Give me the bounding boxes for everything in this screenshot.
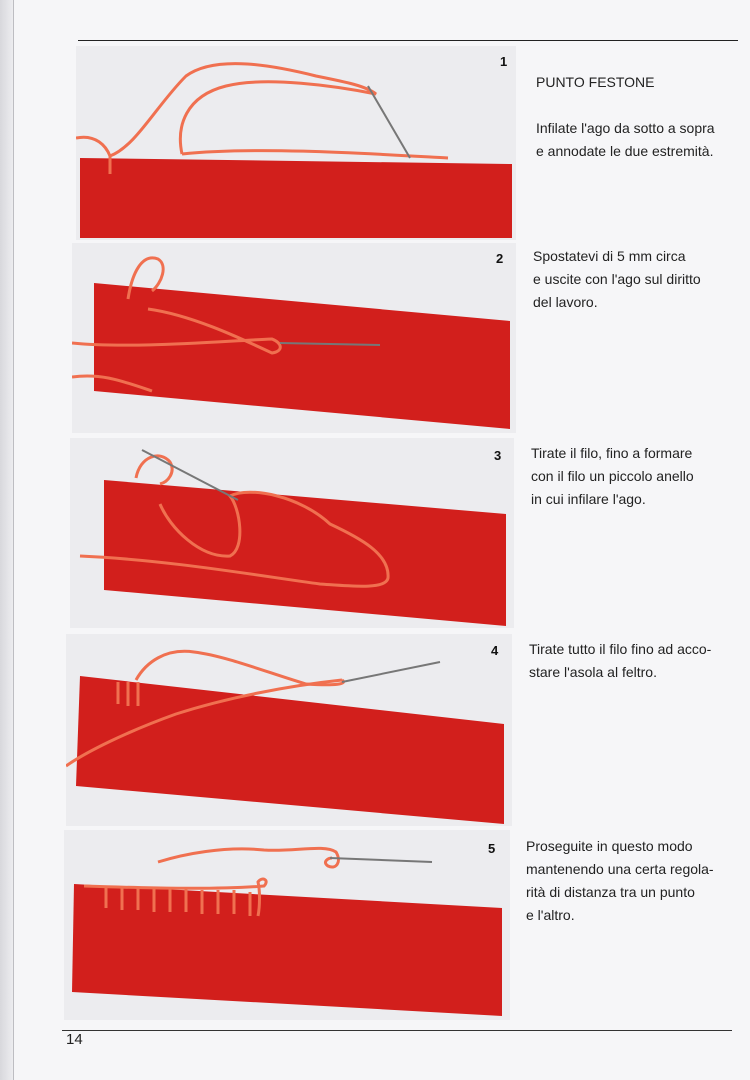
step-4-photo <box>66 634 512 826</box>
needle <box>330 858 432 862</box>
step-2-text: Spostatevi di 5 mm circa e uscite con l'ago sul diritto del lavoro. <box>533 248 701 310</box>
thread <box>136 651 344 684</box>
felt-strip <box>76 676 504 824</box>
felt-strip <box>94 283 510 429</box>
bottom-rule <box>62 1030 732 1031</box>
needle <box>342 662 440 682</box>
page-number: 14 <box>66 1031 83 1048</box>
step-5-number: 5 <box>488 841 496 856</box>
step-4-text: Tirate tutto il filo fino ad acco- stare l'asola al feltro. <box>529 641 712 680</box>
step-1-number: 1 <box>500 54 508 69</box>
step-1-photo <box>76 46 516 240</box>
step-3-number: 3 <box>494 448 502 463</box>
page-binding-line <box>13 0 14 1080</box>
step-2-photo <box>72 243 516 433</box>
step-3-photo <box>70 438 514 628</box>
step-3-text: Tirate il filo, fino a formare con il filo un piccolo anello in cui infilare l'ago. <box>531 445 694 507</box>
step-2-number: 2 <box>496 251 504 266</box>
felt-strip <box>80 158 512 238</box>
thread <box>136 456 172 484</box>
step-1-text <box>536 48 736 163</box>
step-5-text: Proseguite in questo modo mantenendo una certa regola- rità di distanza tra un punto e l'altro. <box>526 838 714 923</box>
step-5-photo <box>64 830 510 1020</box>
step-1-description: Infilate l'ago da sotto a sopra e annodate le due estremità. <box>536 120 715 159</box>
felt-strip <box>104 480 506 626</box>
needle <box>368 86 410 158</box>
thread <box>158 848 338 867</box>
top-rule <box>78 40 738 41</box>
step-1-title: PUNTO FESTONE <box>536 74 655 90</box>
page-binding-edge <box>0 0 14 1080</box>
step-4-number: 4 <box>491 643 499 658</box>
